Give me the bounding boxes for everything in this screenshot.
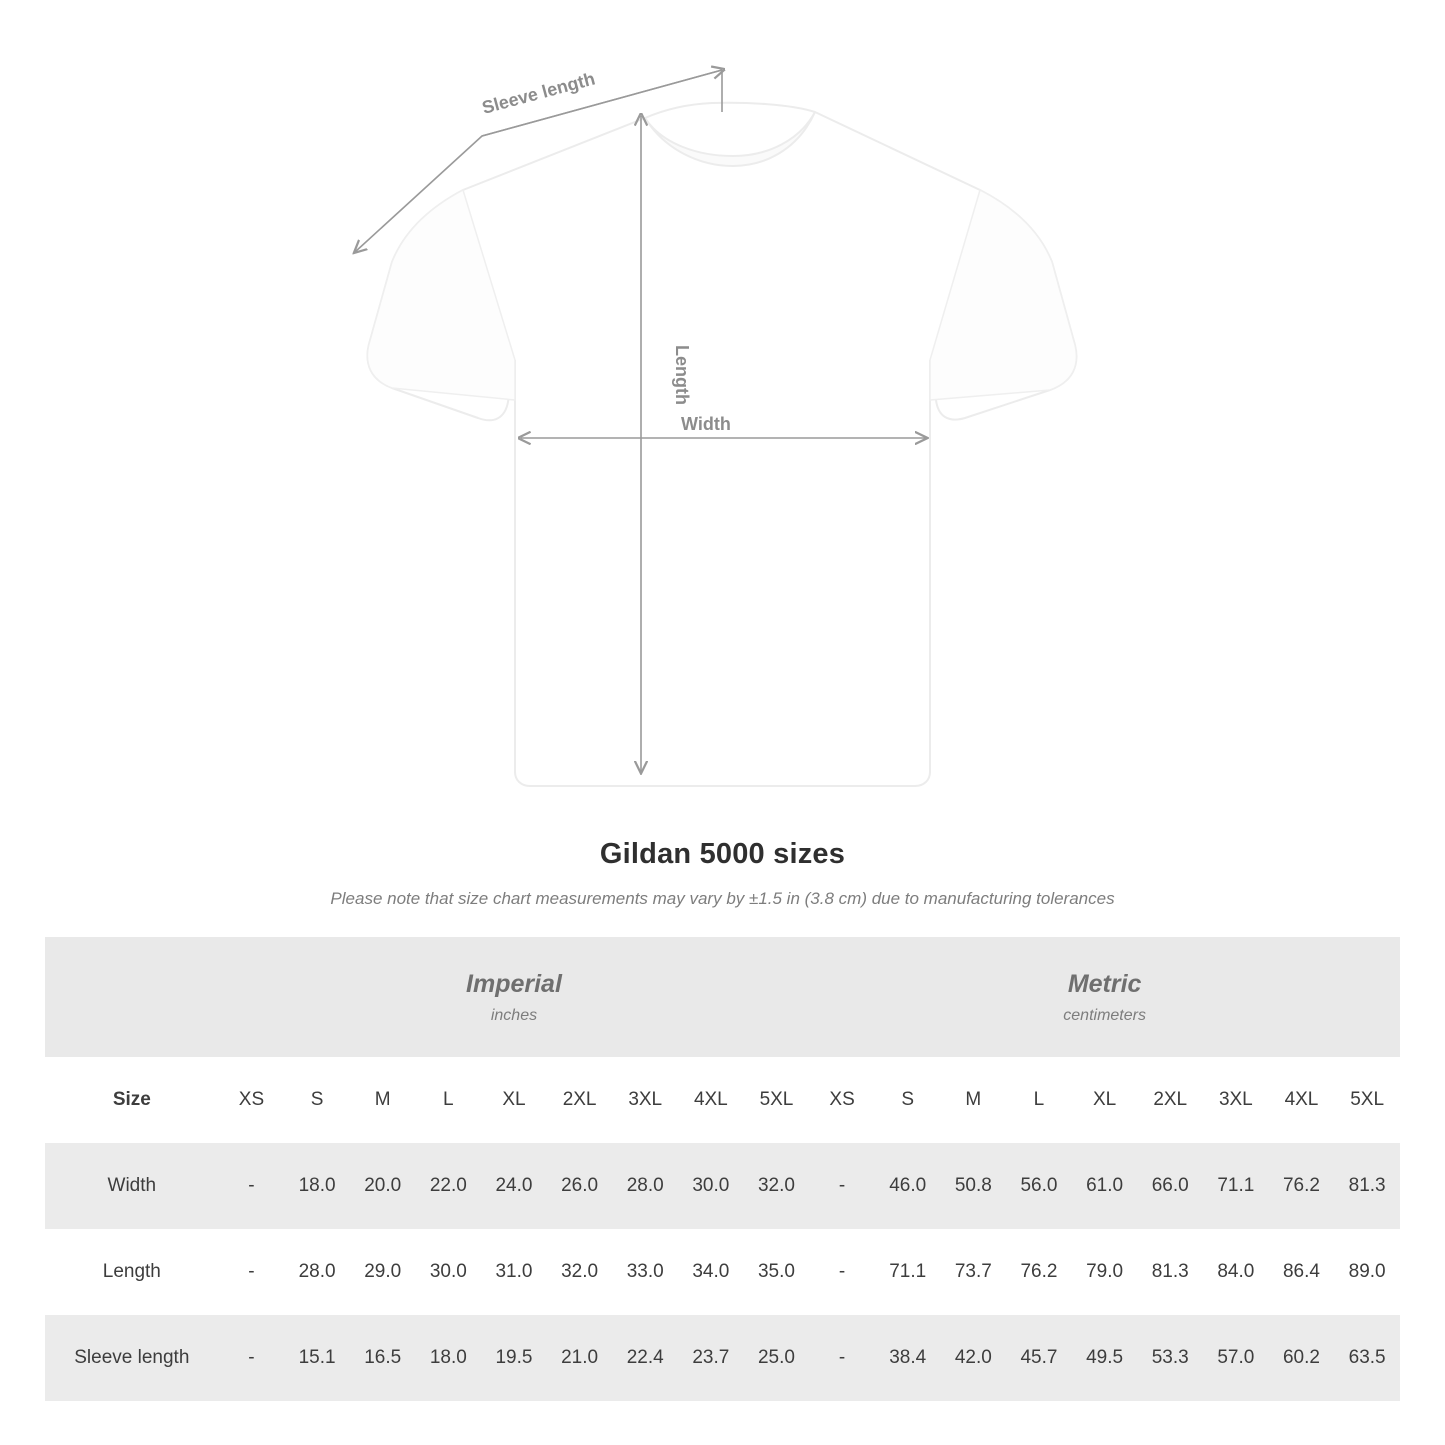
unit-header-spacer — [45, 937, 219, 1057]
cell-length-metric-xs: - — [809, 1229, 875, 1315]
cell-length-metric-3xl: 84.0 — [1203, 1229, 1269, 1315]
cell-sleeve-imperial-l: 18.0 — [416, 1315, 482, 1401]
cell-length-metric-2xl: 81.3 — [1137, 1229, 1203, 1315]
unit-name-imperial: Imperial — [466, 969, 562, 998]
cell-length-metric-l: 76.2 — [1006, 1229, 1072, 1315]
size-header-metric-xl: XL — [1072, 1057, 1138, 1143]
table-row — [45, 1315, 1400, 1401]
cell-width-metric-xl: 61.0 — [1072, 1143, 1138, 1229]
cell-sleeve-imperial-s: 15.1 — [284, 1315, 350, 1401]
cell-length-imperial-m: 29.0 — [350, 1229, 416, 1315]
size-header-imperial-xs: XS — [219, 1057, 285, 1143]
cell-width-imperial-2xl: 26.0 — [547, 1143, 613, 1229]
cell-length-imperial-l: 30.0 — [416, 1229, 482, 1315]
cell-sleeve-metric-xl: 49.5 — [1072, 1315, 1138, 1401]
cell-width-imperial-m: 20.0 — [350, 1143, 416, 1229]
size-header-imperial-l: L — [416, 1057, 482, 1143]
cell-sleeve-metric-4xl: 60.2 — [1269, 1315, 1335, 1401]
cell-sleeve-imperial-2xl: 21.0 — [547, 1315, 613, 1401]
unit-name-metric: Metric — [1067, 969, 1142, 998]
size-header-imperial-s: S — [284, 1057, 350, 1143]
cell-width-metric-m: 50.8 — [941, 1143, 1007, 1229]
unit-header-row — [45, 937, 1400, 1057]
cell-width-imperial-xl: 24.0 — [481, 1143, 547, 1229]
tolerance-note: Please note that size chart measurements may vary by ±1.5 in (3.8 cm) due to manufacturing tolerances — [330, 889, 1115, 908]
size-header-metric-m: M — [941, 1057, 1007, 1143]
cell-width-imperial-l: 22.0 — [416, 1143, 482, 1229]
cell-length-imperial-3xl: 33.0 — [612, 1229, 678, 1315]
cell-sleeve-imperial-xs: - — [219, 1315, 285, 1401]
cell-sleeve-metric-s: 38.4 — [875, 1315, 941, 1401]
size-table — [45, 937, 1400, 1401]
size-header-metric-l: L — [1006, 1057, 1072, 1143]
size-header-metric-s: S — [875, 1057, 941, 1143]
tshirt-shape — [367, 103, 1076, 786]
size-header-imperial-2xl: 2XL — [547, 1057, 613, 1143]
table-row — [45, 1229, 1400, 1315]
cell-width-metric-2xl: 66.0 — [1137, 1143, 1203, 1229]
title-block — [0, 838, 1445, 909]
unit-sub-metric: centimeters — [1063, 1006, 1146, 1024]
cell-width-imperial-5xl: 32.0 — [744, 1143, 810, 1229]
cell-sleeve-metric-3xl: 57.0 — [1203, 1315, 1269, 1401]
size-header-imperial-xl: XL — [481, 1057, 547, 1143]
cell-sleeve-imperial-xl: 19.5 — [481, 1315, 547, 1401]
size-header-metric-2xl: 2XL — [1137, 1057, 1203, 1143]
cell-length-imperial-4xl: 34.0 — [678, 1229, 744, 1315]
row-label-sleeve-length: Sleeve length — [45, 1315, 219, 1401]
row-label-width: Width — [45, 1143, 219, 1229]
length-label: Length — [672, 345, 692, 405]
width-label: Width — [681, 414, 731, 434]
cell-sleeve-imperial-4xl: 23.7 — [678, 1315, 744, 1401]
cell-width-imperial-xs: - — [219, 1143, 285, 1229]
cell-length-imperial-s: 28.0 — [284, 1229, 350, 1315]
page-title: Gildan 5000 sizes — [599, 838, 846, 870]
cell-sleeve-metric-5xl: 63.5 — [1334, 1315, 1400, 1401]
cell-sleeve-imperial-m: 16.5 — [350, 1315, 416, 1401]
unit-sub-imperial: inches — [490, 1006, 538, 1024]
cell-sleeve-imperial-5xl: 25.0 — [744, 1315, 810, 1401]
size-header-row — [45, 1057, 1400, 1143]
cell-sleeve-metric-xs: - — [809, 1315, 875, 1401]
unit-header-imperial — [219, 937, 810, 1057]
sleeve-length-label: Sleeve length — [479, 68, 598, 118]
cell-width-imperial-4xl: 30.0 — [678, 1143, 744, 1229]
cell-width-metric-3xl: 71.1 — [1203, 1143, 1269, 1229]
size-table-wrapper — [45, 937, 1400, 1401]
cell-length-imperial-xs: - — [219, 1229, 285, 1315]
table-row — [45, 1143, 1400, 1229]
size-header-metric-xs: XS — [809, 1057, 875, 1143]
cell-width-imperial-s: 18.0 — [284, 1143, 350, 1229]
size-header-label: Size — [45, 1057, 219, 1143]
size-header-imperial-m: M — [350, 1057, 416, 1143]
cell-sleeve-metric-2xl: 53.3 — [1137, 1315, 1203, 1401]
row-label-length: Length — [45, 1229, 219, 1315]
cell-sleeve-metric-m: 42.0 — [941, 1315, 1007, 1401]
cell-width-metric-s: 46.0 — [875, 1143, 941, 1229]
cell-length-metric-5xl: 89.0 — [1334, 1229, 1400, 1315]
size-header-imperial-5xl: 5XL — [744, 1057, 810, 1143]
cell-width-metric-4xl: 76.2 — [1269, 1143, 1335, 1229]
size-header-metric-4xl: 4XL — [1269, 1057, 1335, 1143]
cell-length-metric-4xl: 86.4 — [1269, 1229, 1335, 1315]
cell-width-metric-l: 56.0 — [1006, 1143, 1072, 1229]
cell-length-metric-m: 73.7 — [941, 1229, 1007, 1315]
cell-length-imperial-xl: 31.0 — [481, 1229, 547, 1315]
cell-sleeve-imperial-3xl: 22.4 — [612, 1315, 678, 1401]
cell-sleeve-metric-l: 45.7 — [1006, 1315, 1072, 1401]
cell-width-metric-xs: - — [809, 1143, 875, 1229]
cell-length-metric-s: 71.1 — [875, 1229, 941, 1315]
size-header-metric-5xl: 5XL — [1334, 1057, 1400, 1143]
size-header-imperial-3xl: 3XL — [612, 1057, 678, 1143]
cell-width-imperial-3xl: 28.0 — [612, 1143, 678, 1229]
unit-header-metric — [809, 937, 1400, 1057]
size-header-metric-3xl: 3XL — [1203, 1057, 1269, 1143]
cell-length-imperial-5xl: 35.0 — [744, 1229, 810, 1315]
size-header-imperial-4xl: 4XL — [678, 1057, 744, 1143]
cell-width-metric-5xl: 81.3 — [1334, 1143, 1400, 1229]
cell-length-metric-xl: 79.0 — [1072, 1229, 1138, 1315]
cell-length-imperial-2xl: 32.0 — [547, 1229, 613, 1315]
